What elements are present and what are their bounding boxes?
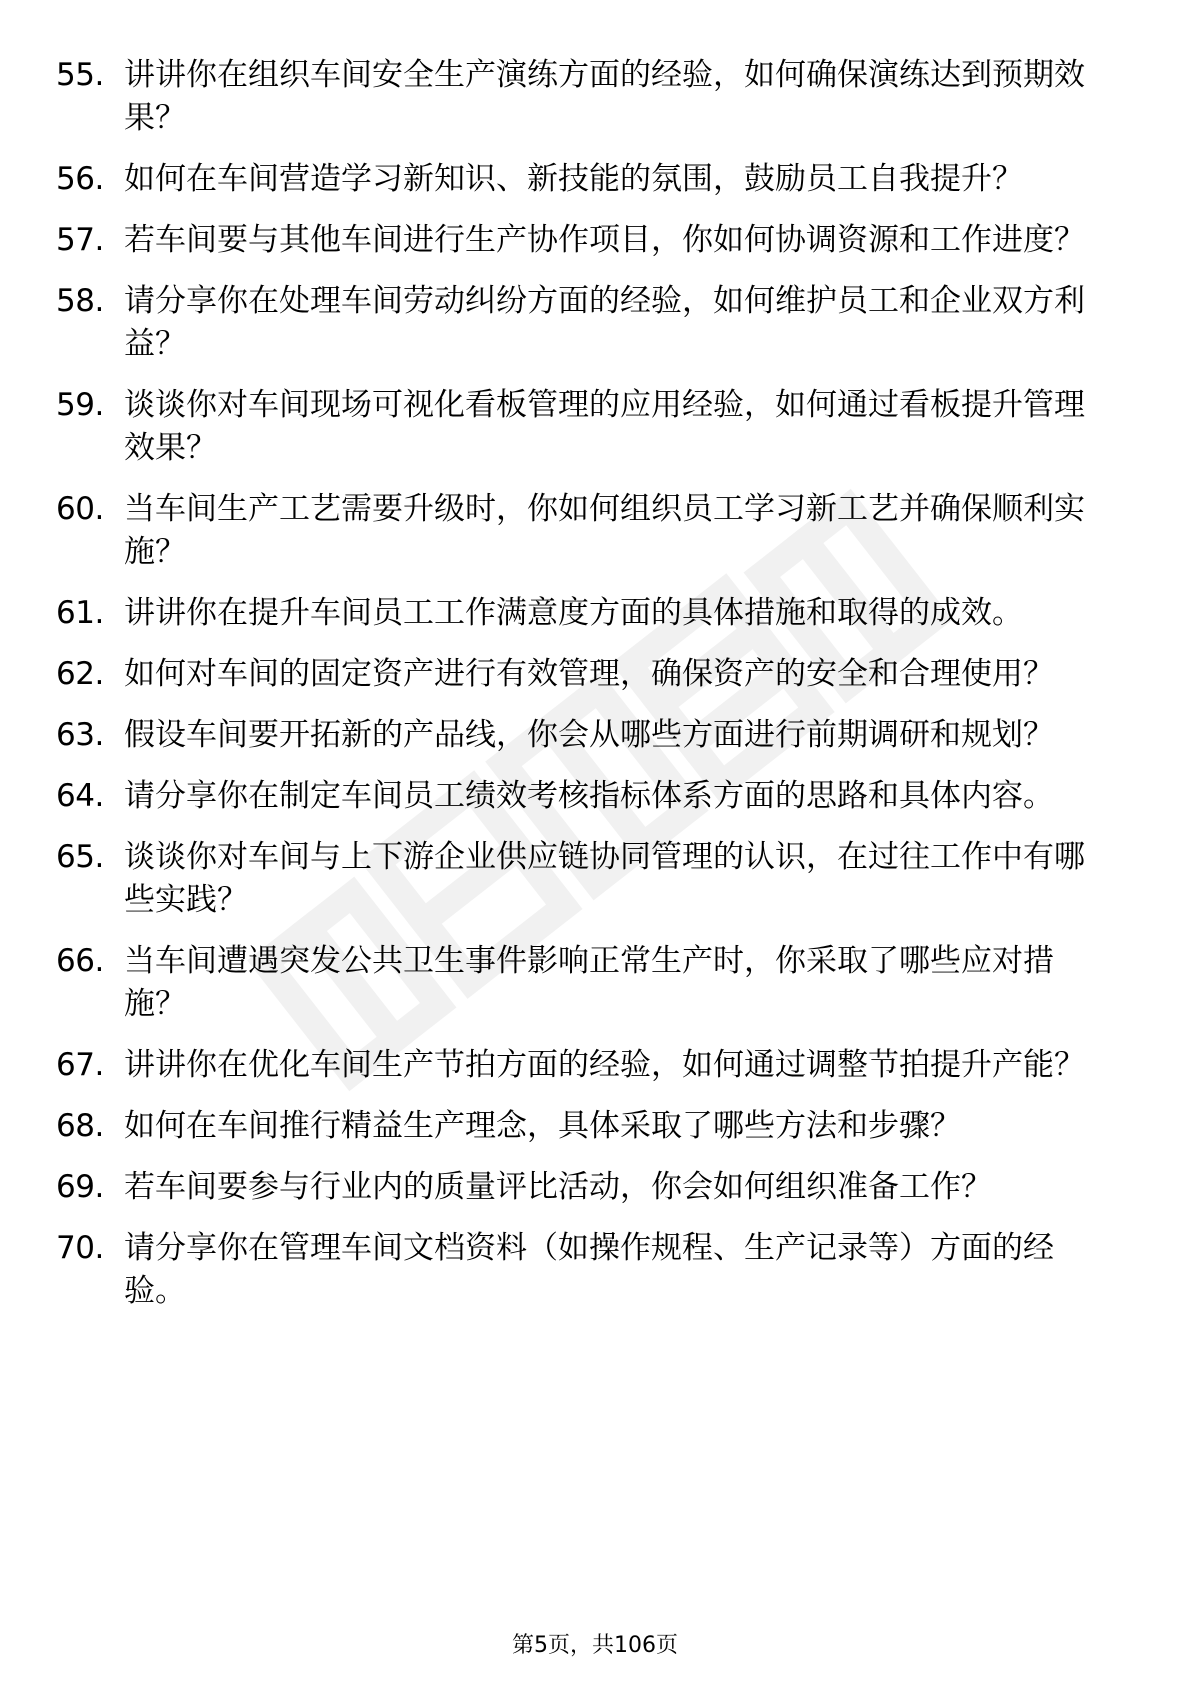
question-text: 如何在车间推行精益生产理念，具体采取了哪些方法和步骤？: [124, 1108, 961, 1144]
question-text: 若车间要参与行业内的质量评比活动，你会如何组织准备工作？: [124, 1169, 992, 1205]
list-item: [0, 219, 1190, 262]
list-item: [0, 836, 1190, 922]
question-number: 66.: [56, 943, 104, 979]
question-number: 63.: [56, 717, 104, 753]
question-text: 谈谈你对车间与上下游企业供应链协同管理的认识，在过往工作中有哪些实践？: [124, 839, 1085, 918]
question-text: 讲讲你在提升车间员工工作满意度方面的具体措施和取得的成效。: [124, 595, 1023, 631]
question-number: 57.: [56, 222, 104, 258]
list-item: [0, 1105, 1190, 1148]
question-number: 56.: [56, 161, 104, 197]
question-number: 69.: [56, 1169, 104, 1205]
list-item: [0, 158, 1190, 201]
question-text: 谈谈你对车间现场可视化看板管理的应用经验，如何通过看板提升管理效果？: [124, 387, 1085, 466]
question-text: 请分享你在制定车间员工绩效考核指标体系方面的思路和具体内容。: [124, 778, 1054, 814]
list-item: [0, 775, 1190, 818]
list-item: [0, 488, 1190, 574]
list-item: [0, 940, 1190, 1026]
question-text: 讲讲你在组织车间安全生产演练方面的经验，如何确保演练达到预期效果？: [124, 57, 1085, 136]
question-text: 如何在车间营造学习新知识、新技能的氛围，鼓励员工自我提升？: [124, 161, 1023, 197]
question-number: 65.: [56, 839, 104, 875]
question-number: 67.: [56, 1047, 104, 1083]
list-item: [0, 1166, 1190, 1209]
list-item: [0, 592, 1190, 635]
question-text: 请分享你在处理车间劳动纠纷方面的经验，如何维护员工和企业双方利益？: [124, 283, 1085, 362]
list-item: [0, 54, 1190, 140]
list-item: [0, 280, 1190, 366]
list-item: [0, 653, 1190, 696]
page-footer: [0, 1632, 1190, 1660]
page-number-label: 第5页，共106页: [512, 1633, 678, 1658]
question-number: 70.: [56, 1230, 104, 1266]
question-text: 如何对车间的固定资产进行有效管理，确保资产的安全和合理使用？: [124, 656, 1054, 692]
list-item: [0, 714, 1190, 757]
question-list: [0, 54, 1190, 1331]
question-number: 62.: [56, 656, 104, 692]
question-number: 58.: [56, 283, 104, 319]
list-item: [0, 1044, 1190, 1087]
question-text: 假设车间要开拓新的产品线，你会从哪些方面进行前期调研和规划？: [124, 717, 1054, 753]
question-number: 55.: [56, 57, 104, 93]
question-number: 60.: [56, 491, 104, 527]
question-text: 当车间生产工艺需要升级时，你如何组织员工学习新工艺并确保顺利实施？: [124, 491, 1085, 570]
question-number: 59.: [56, 387, 104, 423]
list-item: [0, 1227, 1190, 1313]
question-number: 64.: [56, 778, 104, 814]
list-item: [0, 384, 1190, 470]
question-text: 若车间要与其他车间进行生产协作项目，你如何协调资源和工作进度？: [124, 222, 1085, 258]
question-text: 请分享你在管理车间文档资料（如操作规程、生产记录等）方面的经验。: [124, 1230, 1054, 1309]
question-number: 68.: [56, 1108, 104, 1144]
question-text: 当车间遭遇突发公共卫生事件影响正常生产时，你采取了哪些应对措施？: [124, 943, 1054, 1022]
question-number: 61.: [56, 595, 104, 631]
question-text: 讲讲你在优化车间生产节拍方面的经验，如何通过调整节拍提升产能？: [124, 1047, 1085, 1083]
